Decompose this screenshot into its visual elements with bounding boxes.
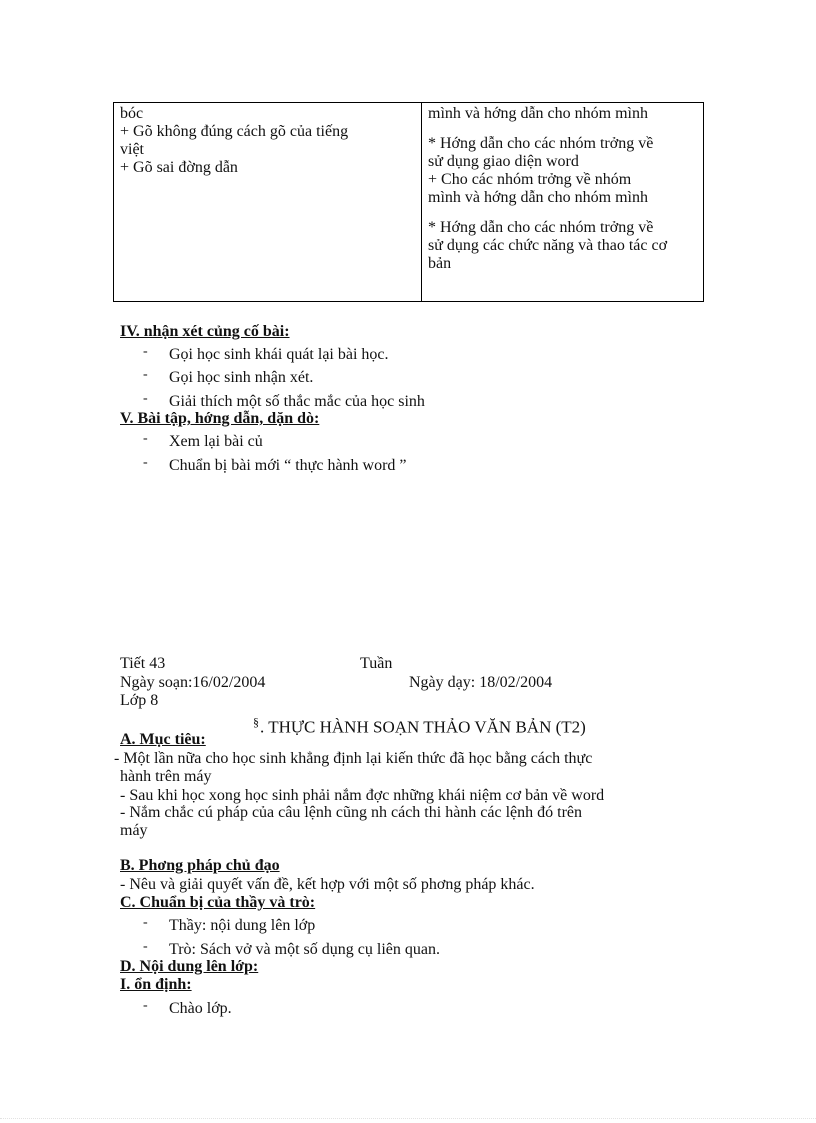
section-iv-heading: IV. nhận xét củng cố bài: [120, 323, 290, 340]
activities-table [113, 102, 704, 302]
list-item [143, 344, 389, 364]
bullet-dash: - [143, 939, 148, 954]
bullet-dash: - [143, 367, 148, 382]
cell-line: việt [120, 141, 144, 158]
cell-spacer [428, 207, 697, 219]
cell-line: * Hớng dẫn cho các nhóm trởng về [428, 135, 654, 152]
section-v-heading: V. Bài tập, hớng dẫn, dặn dò: [120, 410, 320, 427]
cell-line: + Cho các nhóm trởng về nhóm [428, 171, 632, 188]
cell-line: bóc [120, 105, 144, 122]
objective-line: - Nắm chắc cú pháp của câu lệnh cũng nh cách thi hành các lệnh đó trên [120, 804, 583, 821]
bullet-dash: - [143, 915, 148, 930]
cell-line: + Gõ không đúng cách gõ của tiếng [120, 123, 349, 140]
bullet-dash: - [143, 998, 148, 1013]
lesson-number: Tiết 43 [120, 655, 166, 672]
list-item [143, 998, 232, 1018]
table-cell-left [114, 103, 422, 302]
section-b-heading: B. Phơng pháp chủ đạo [120, 857, 280, 874]
table-cell-right [422, 103, 704, 302]
cell-line: sử dụng các chức năng và thao tác cơ [428, 237, 668, 254]
table-row [114, 103, 704, 302]
list-item-text: Thầy: nội dung lên lớp [169, 917, 316, 934]
section-a-heading: A. Mục tiêu: [120, 731, 206, 748]
list-item-text: Chuẩn bị bài mới “ thực hành word ” [169, 457, 407, 474]
lesson-title-text: . THỰC HÀNH SOẠN THẢO VĂN BẢN (T2) [260, 717, 586, 737]
list-item [143, 455, 407, 475]
cell-line: mình và hớng dẫn cho nhóm mình [428, 105, 648, 122]
teaching-date: Ngày dạy: 18/02/2004 [409, 674, 553, 691]
cell-line: * Hớng dẫn cho các nhóm trởng về [428, 219, 654, 236]
cell-spacer [428, 123, 697, 135]
bullet-dash: - [143, 391, 148, 406]
list-item [143, 915, 316, 935]
list-item-text: Gọi học sinh khái quát lại bài học. [169, 346, 389, 363]
list-item-text: Chào lớp. [169, 1000, 232, 1017]
objective-line: hành trên máy [120, 768, 212, 785]
preparation-date: Ngày soạn:16/02/2004 [120, 674, 266, 691]
list-item [143, 367, 314, 387]
cell-line: mình và hớng dẫn cho nhóm mình [428, 189, 648, 206]
section-d-heading: D. Nội dung lên lớp: [120, 958, 259, 975]
cell-line: + Gõ sai đờng dẫn [120, 159, 238, 176]
class-grade: Lớp 8 [120, 692, 159, 709]
list-item [143, 939, 440, 959]
list-item-text: Gọi học sinh nhận xét. [169, 369, 314, 386]
bullet-dash: - [143, 455, 148, 470]
section-c-heading: C. Chuẩn bị của thầy và trò: [120, 894, 316, 911]
lesson-title [253, 713, 586, 737]
page-edge-divider [0, 1118, 816, 1120]
cell-line: sử dụng giao diện word [428, 153, 579, 170]
cell-line: bản [428, 255, 452, 272]
lesson-week: Tuần [360, 655, 393, 672]
objective-line: máy [120, 822, 148, 839]
method-line: - Nêu và giải quyết vấn đề, kết hợp với một số phơng pháp khác. [120, 876, 535, 893]
list-item [143, 391, 425, 411]
objective-line: - Sau khi học xong học sinh phải nắm đợc những khái niệm cơ bản về word [120, 787, 605, 804]
list-item-text: Trò: Sách vở và một số dụng cụ liên quan. [169, 941, 440, 958]
list-item-text: Giải thích một số thắc mắc của học sinh [169, 393, 425, 410]
bullet-dash: - [143, 431, 148, 446]
section-i-heading: I. ổn định: [120, 976, 192, 993]
list-item [143, 431, 263, 451]
bullet-dash: - [143, 344, 148, 359]
section-sign: § [253, 715, 259, 729]
list-item-text: Xem lại bài củ [169, 433, 263, 450]
objective-line: - Một lần nữa cho học sinh khẳng định lại kiến thức đã học bằng cách thực [114, 750, 593, 767]
